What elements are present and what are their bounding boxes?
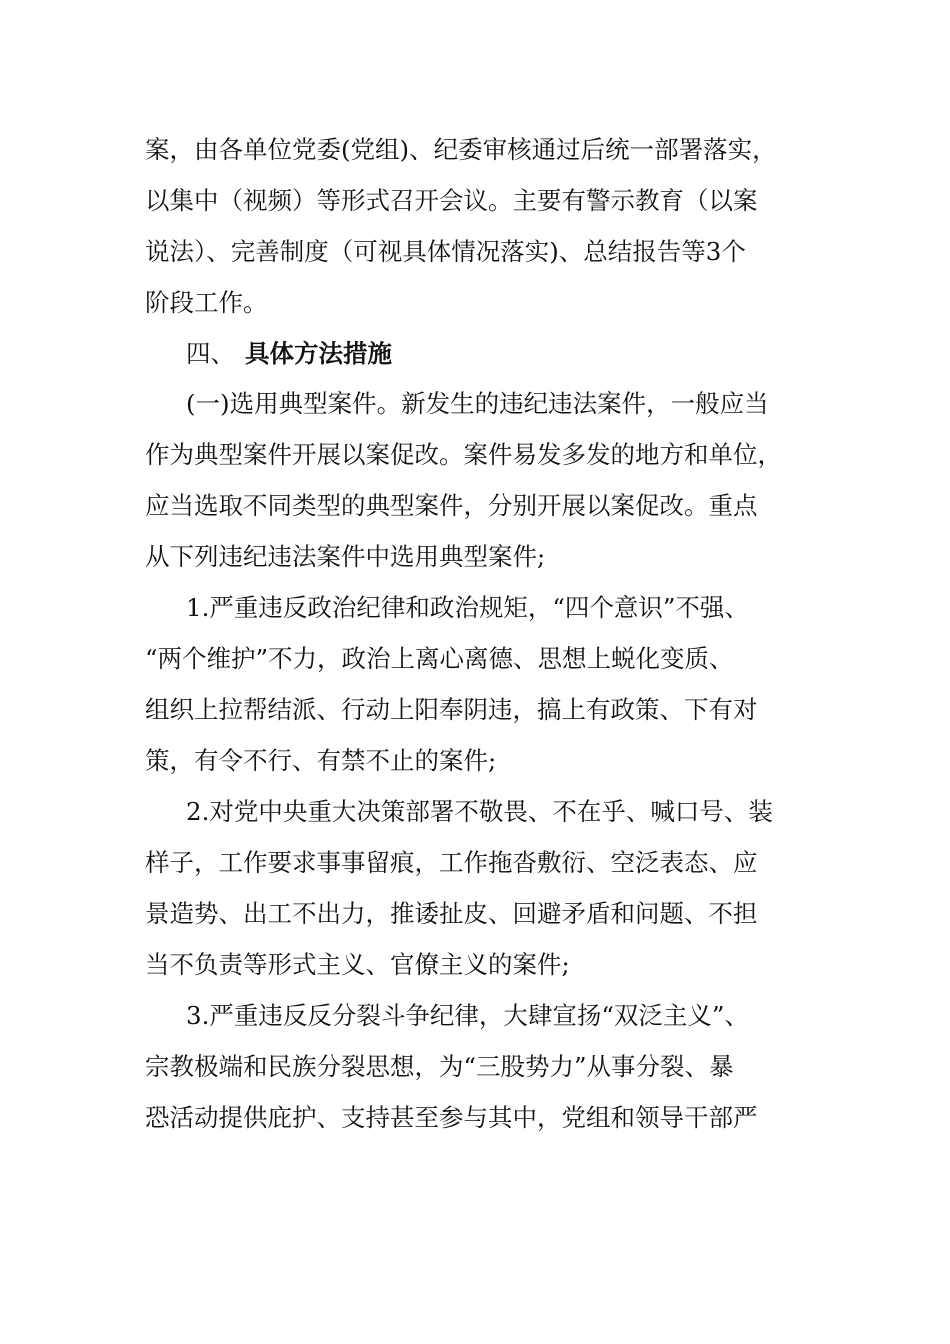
body-line: 应当选取不同类型的典型案件，分别开展以案促改。重点 (145, 491, 758, 520)
section-heading (186, 334, 806, 374)
body-line: 样子，工作要求事事留痕，工作拖沓敷衍、空泛表态、应 (145, 848, 758, 877)
body-line: 说法）、完善制度（可视具体情况落实)、总结报告等3个 (145, 237, 746, 266)
body-line: 宗教极端和民族分裂思想，为“三股势力”从事分裂、暴 (145, 1052, 734, 1081)
body-line: 策，有令不行、有禁不止的案件; (145, 746, 497, 775)
body-line: 作为典型案件开展以案促改。案件易发多发的地方和单位， (145, 440, 782, 469)
body-line: 3.严重违反反分裂斗争纪律，大肆宣扬“双泛主义”、 (186, 1001, 749, 1030)
body-line: 当不负责等形式主义、官僚主义的案件; (145, 950, 570, 979)
section-title: 具体方法措施 (245, 339, 392, 368)
body-line: 2.对党中央重大决策部署不敬畏、不在乎、喊口号、装 (186, 797, 773, 826)
body-line: 恐活动提供庇护、支持甚至参与其中，党组和领导干部严 (145, 1103, 758, 1132)
body-line: 案，由各单位党委(党组)、纪委审核通过后统一部署落实， (145, 135, 777, 164)
body-line: (一)选用典型案件。新发生的违纪违法案件，一般应当 (186, 389, 769, 418)
body-line: 以集中（视频）等形式召开会议。主要有警示教育（以案 (145, 186, 758, 215)
body-line: 1.严重违反政治纪律和政治规矩，“四个意识”不强、 (186, 593, 749, 622)
body-line: “两个维护”不力，政治上离心离德、思想上蜕化变质、 (145, 644, 734, 673)
body-line: 阶段工作。 (145, 288, 268, 317)
body-line: 从下列违纪违法案件中选用典型案件; (145, 542, 546, 571)
body-line: 组织上拉帮结派、行动上阳奉阴违，搞上有政策、下有对 (145, 695, 758, 724)
section-number: 四、 (186, 339, 235, 368)
body-line: 景造势、出工不出力，推诿扯皮、回避矛盾和问题、不担 (145, 899, 758, 928)
